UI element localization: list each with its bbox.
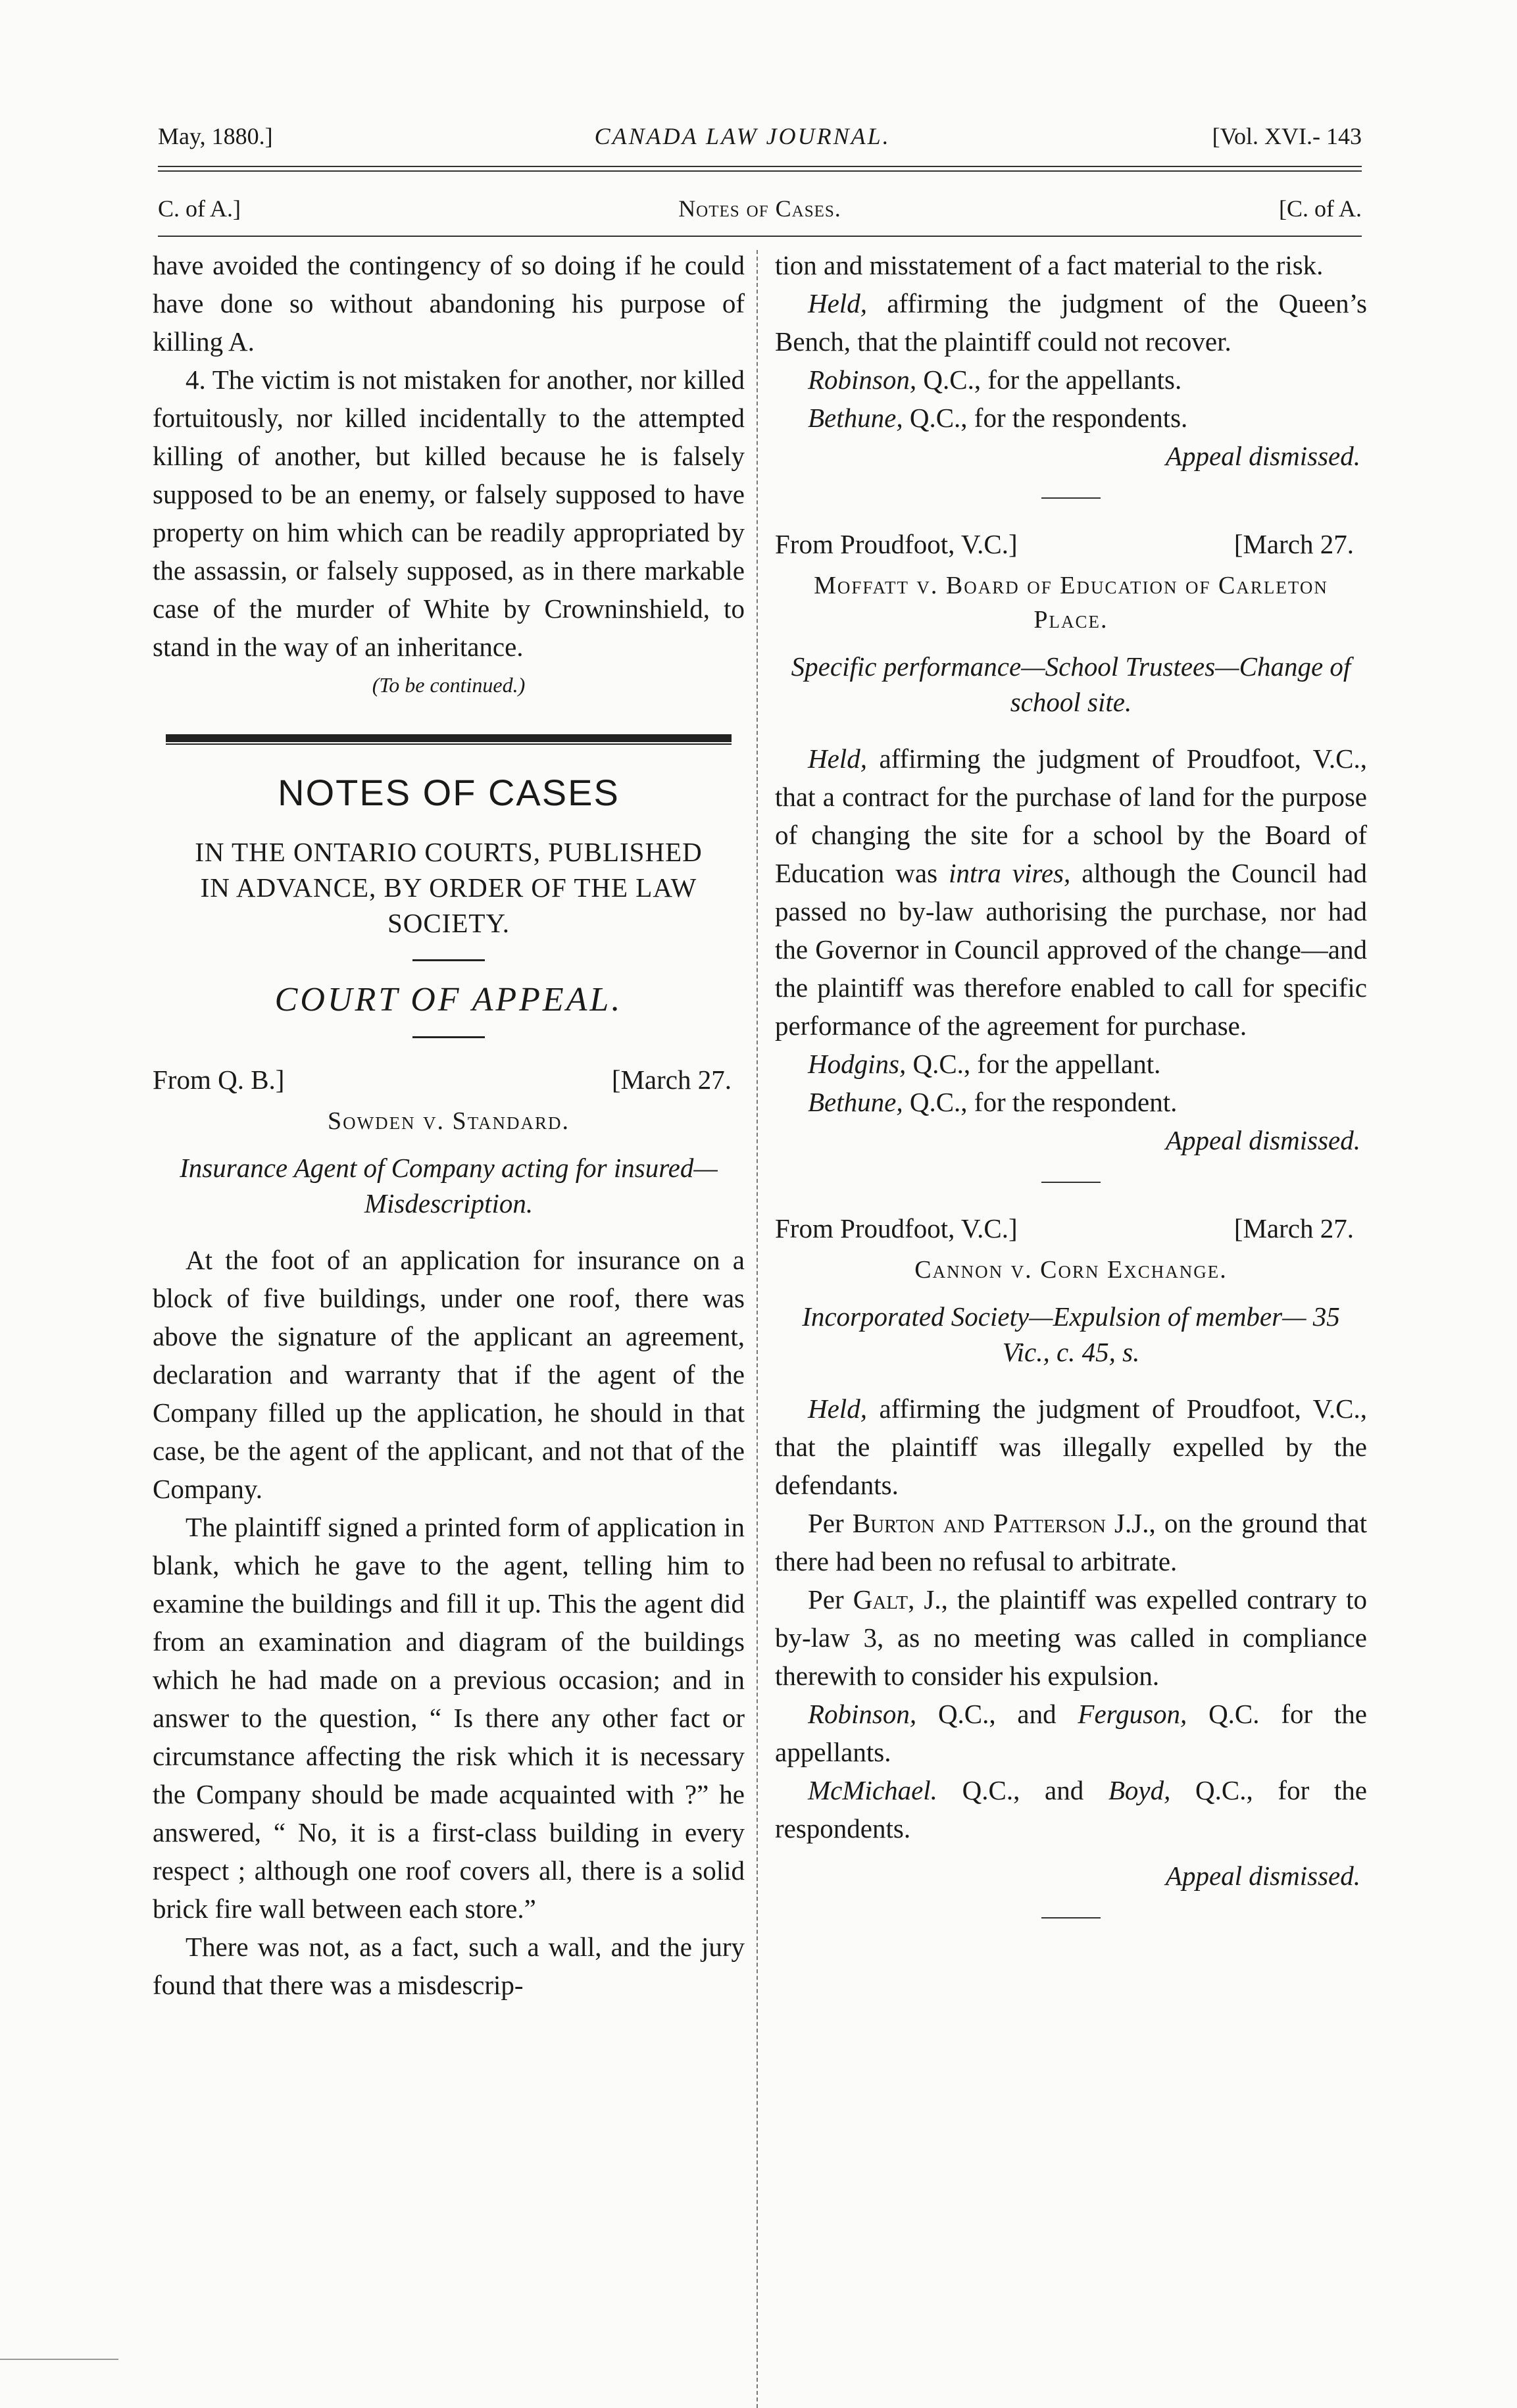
counsel-name: Robinson, (808, 364, 917, 395)
case-result: Appeal dismissed. (1165, 441, 1360, 471)
counsel-name: McMichael. (808, 1775, 937, 1805)
short-rule (412, 959, 485, 961)
case-result: Appeal dismissed. (1165, 1125, 1360, 1155)
held-word: Held, (808, 288, 867, 318)
case-parties: Moffatt v. Board of Education of Carleton Place. (814, 572, 1328, 634)
running-head-volume-page: [Vol. XVI.- 143 (1212, 123, 1362, 149)
holding-text: affirming the judgment of Proudfoot, V.C., that the plaintiff was illegally expelled by the defendants. (775, 1393, 1367, 1500)
paragraph-4: 4. The victim is not mistaken for another, nor killed fortuitously, nor killed incidentally to the attempted killing of another, but killed because he is falsely supposed to be an enemy, or falsely supposed to have property on him which can be readily appropriated by the assassin, or falsely supposed, as in there markable case of the murder of White by Crowninshield, to stand in the way of an inheritance. (153, 364, 745, 662)
counsel-role: Q.C. for the appellants. (775, 1699, 1367, 1767)
case-source-court: From Proudfoot, V.C.] (775, 529, 1018, 559)
judge-names: Burton and Patterson (852, 1508, 1106, 1538)
holding-paragraph (775, 284, 1367, 361)
counsel-role: Q.C., for the appellants. (916, 364, 1182, 395)
header-double-rule (158, 166, 1362, 172)
short-rule (412, 1036, 485, 1038)
opinion-text: J.J., on the ground that there had been no refusal to arbitrate. (775, 1508, 1367, 1576)
counsel-role: Q.C., for the respondents. (903, 403, 1188, 433)
case-source-line (775, 1209, 1354, 1247)
holding-latin-term: intra vires, (949, 858, 1071, 888)
continued-paragraph: have avoided the contingency of so doing if he could have done so without abandoning his purpose of killing A. (153, 250, 745, 357)
running-head-date: May, 1880.] (158, 123, 273, 149)
holding-text: affirming the judgment of the Queen’s Bench, that the plaintiff could not recover. (775, 288, 1367, 357)
counsel-name: Boyd, (1108, 1775, 1171, 1805)
left-column (153, 246, 745, 2004)
counsel-conjunction: Q.C., and (937, 1775, 1108, 1805)
judge-opinion-paragraph (775, 1580, 1367, 1695)
judge-names: Galt, (853, 1584, 915, 1615)
section-heavy-rule (166, 734, 732, 742)
to-be-continued-note: (To be continued.) (372, 673, 526, 697)
case-result: Appeal dismissed. (1165, 1861, 1360, 1891)
notes-of-cases-heading: NOTES OF CASES (278, 772, 620, 813)
counsel-line (775, 1771, 1367, 1847)
holding-text: although the Council had passed no by-law authorising the purchase, nor had the Governor in Council approved of the change—and the plaintiff was therefore enabled to call for specific performance of the agreement for purchase. (775, 858, 1368, 1041)
counsel-line (775, 1083, 1367, 1121)
counsel-name: Ferguson, (1078, 1699, 1187, 1729)
notes-of-cases-subheading: IN THE ONTARIO COURTS, PUBLISHED IN ADVANCE, BY ORDER OF THE LAW SOCIETY. (195, 837, 703, 938)
section-head-title: Notes of Cases. (678, 195, 841, 222)
running-head (158, 122, 1362, 150)
right-column (775, 246, 1367, 1945)
counsel-name: Robinson, (808, 1699, 917, 1729)
per-word: Per (808, 1508, 853, 1538)
case-parties: Cannon v. Corn Exchange. (914, 1256, 1228, 1284)
opinion-text: J., the plaintiff was expelled contrary to by-law 3, as no meeting was called in compliance therewith to consider his expulsion. (775, 1584, 1367, 1691)
held-word: Held, (808, 743, 867, 774)
holding-paragraph (775, 1390, 1367, 1504)
continued-paragraph: tion and misstatement of a fact material to the risk. (775, 250, 1324, 280)
scan-edge-mark (0, 2359, 118, 2360)
per-word: Per (808, 1584, 853, 1615)
judge-opinion-paragraph (775, 1504, 1367, 1580)
holding-paragraph (775, 740, 1367, 1045)
case-headnote: Incorporated Society—Expulsion of member— 35 Vic., c. 45, s. (802, 1301, 1340, 1367)
section-thin-rule (166, 743, 732, 745)
counsel-role: Q.C., for the respondents. (775, 1775, 1367, 1844)
counsel-role: Q.C., for the respondent. (903, 1087, 1178, 1117)
court-of-appeal-heading: COURT OF APPEAL. (274, 981, 623, 1018)
counsel-line (775, 361, 1367, 399)
section-head-court-right: [C. of A. (1278, 195, 1362, 222)
case-end-rule (1041, 497, 1101, 499)
running-head-journal-title: CANADA LAW JOURNAL. (594, 123, 891, 149)
header-single-rule (158, 236, 1362, 237)
case-source-court: From Proudfoot, V.C.] (775, 1213, 1018, 1243)
counsel-line (775, 399, 1367, 437)
case-date: [March 27. (611, 1065, 732, 1095)
counsel-line (775, 1695, 1367, 1771)
case-source-line (153, 1061, 732, 1099)
counsel-role: Q.C., for the appellant. (906, 1049, 1161, 1079)
column-divider (757, 250, 758, 2408)
section-head-court-left: C. of A.] (158, 195, 241, 222)
counsel-name: Bethune, (808, 403, 903, 433)
counsel-line (775, 1045, 1367, 1083)
counsel-name: Hodgins, (808, 1049, 907, 1079)
case-source-line (775, 525, 1354, 563)
case-paragraph: At the foot of an application for insurance on a block of five buildings, under one roof, there was above the signature of the applicant an agreement, declaration and warranty that if the agent of the Company filled up the application, he should in that case, be the agent of the applicant, and not that of the Company. (153, 1245, 745, 1504)
case-paragraph: There was not, as a fact, such a wall, and the jury found that there was a misdescrip- (153, 1932, 745, 2000)
held-word: Held, (808, 1393, 867, 1424)
holding-text: affirming the judgment of Proudfoot, V.C., that a contract for the purchase of land for the purpose of changing the site for a school by the Board of Education was (775, 743, 1367, 888)
case-parties: Sowden v. Standard. (327, 1107, 570, 1135)
case-headnote: Insurance Agent of Company acting for insured—Misdescription. (180, 1153, 718, 1218)
case-end-rule (1041, 1182, 1101, 1183)
counsel-name: Bethune, (808, 1087, 903, 1117)
case-paragraph: The plaintiff signed a printed form of application in blank, which he gave to the agent, telling him to examine the buildings and fill it up. This the agent did from an examination and diagram of the buildings which he had made on a previous occasion; and in answer to the question, “ Is there any other fact or circumstance affecting the risk which it is necessary the Company should be made acquainted with ?” he answered, “ No, it is a first-class building in every respect ; although one roof covers all, there is a solid brick fire wall between each store.” (153, 1512, 745, 1924)
case-date: [March 27. (1233, 1213, 1354, 1243)
case-date: [March 27. (1233, 529, 1354, 559)
case-source-court: From Q. B.] (153, 1065, 285, 1095)
case-headnote: Specific performance—School Trustees—Change of school site. (791, 651, 1351, 717)
spacer (775, 1847, 1367, 1857)
section-head (158, 195, 1362, 222)
case-end-rule (1041, 1917, 1101, 1919)
counsel-conjunction: Q.C., and (916, 1699, 1078, 1729)
